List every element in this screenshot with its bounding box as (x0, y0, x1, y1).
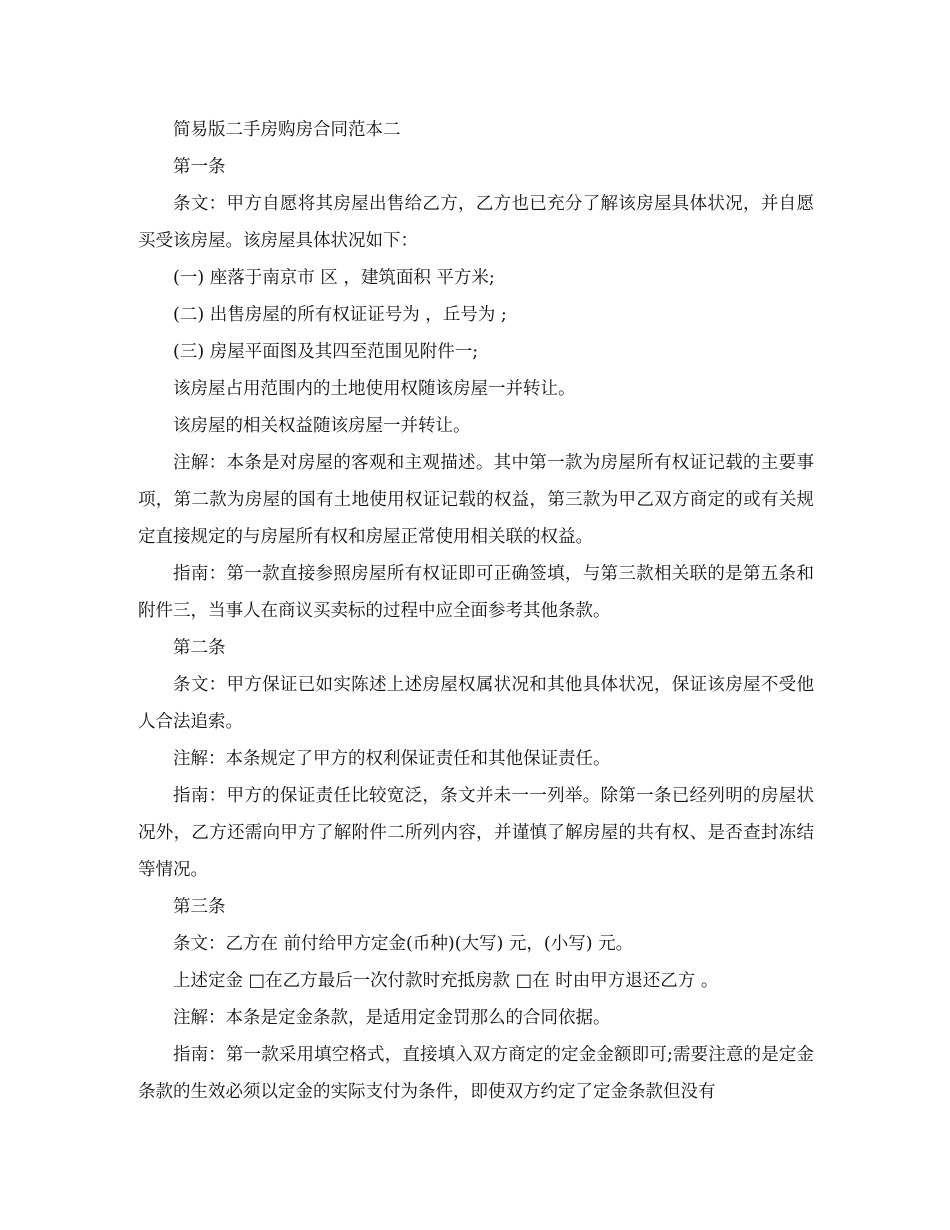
article-3-heading: 第三条 (173, 897, 226, 917)
article-2-text: 条文：甲方保证已如实陈述上述房屋权属状况和其他具体状况，保证该房屋不受他人合法追索。 (138, 675, 814, 732)
article-1-item-1: (一) 座落于南京市 区 ，建筑面积 平方米; (173, 268, 495, 288)
article-3-deposit-clause: 上述定金 □在乙方最后一次付款时充抵房款 □在 时由甲方退还乙方 。 (173, 971, 719, 991)
article-1-heading: 第一条 (173, 157, 226, 177)
article-1-land-clause: 该房屋占用范围内的土地使用权随该房屋一并转让。 (173, 379, 576, 399)
article-2-note: 注解：本条规定了甲方的权利保证责任和其他保证责任。 (173, 749, 611, 769)
article-1-item-3: (三) 房屋平面图及其四至范围见附件一; (173, 342, 479, 362)
article-1-rights-clause: 该房屋的相关权益随该房屋一并转让。 (173, 416, 471, 436)
article-2-heading: 第二条 (173, 638, 226, 658)
article-2-guide: 指南：甲方的保证责任比较宽泛，条文并未一一列举。除第一条已经列明的房屋状况外，乙方还需向甲方了解附件二所列内容，并谨慎了解房屋的共有权、是否查封冻结等情况。 (138, 786, 814, 880)
article-3-guide: 指南：第一款采用填空格式，直接填入双方商定的定金金额即可;需要注意的是定金条款的生效必须以定金的实际支付为条件，即使双方约定了定金条款但没有 (138, 1045, 814, 1102)
article-1-item-2: (二) 出售房屋的所有权证证号为 ，丘号为 ; (173, 305, 507, 325)
article-1-note: 注解：本条是对房屋的客观和主观描述。其中第一款为房屋所有权证记载的主要事项，第二款为房屋的国有土地使用权证记载的权益，第三款为甲乙双方商定的或有关规定直接规定的与房屋所有权和房屋正常使用相关联的权益。 (138, 453, 814, 547)
document-title: 简易版二手房购房合同范本二 (173, 120, 401, 140)
article-3-text: 条文：乙方在 前付给甲方定金(币种)(大写) 元，(小写) 元。 (173, 934, 634, 954)
article-1-text: 条文：甲方自愿将其房屋出售给乙方，乙方也已充分了解该房屋具体状况，并自愿买受该房屋。该房屋具体状况如下： (138, 194, 814, 251)
article-1-guide: 指南：第一款直接参照房屋所有权证即可正确签填，与第三款相关联的是第五条和附件三，当事人在商议买卖标的过程中应全面参考其他条款。 (138, 564, 814, 621)
article-3-note: 注解：本条是定金条款，是适用定金罚那么的合同依据。 (173, 1008, 611, 1028)
contract-page (138, 112, 814, 1111)
